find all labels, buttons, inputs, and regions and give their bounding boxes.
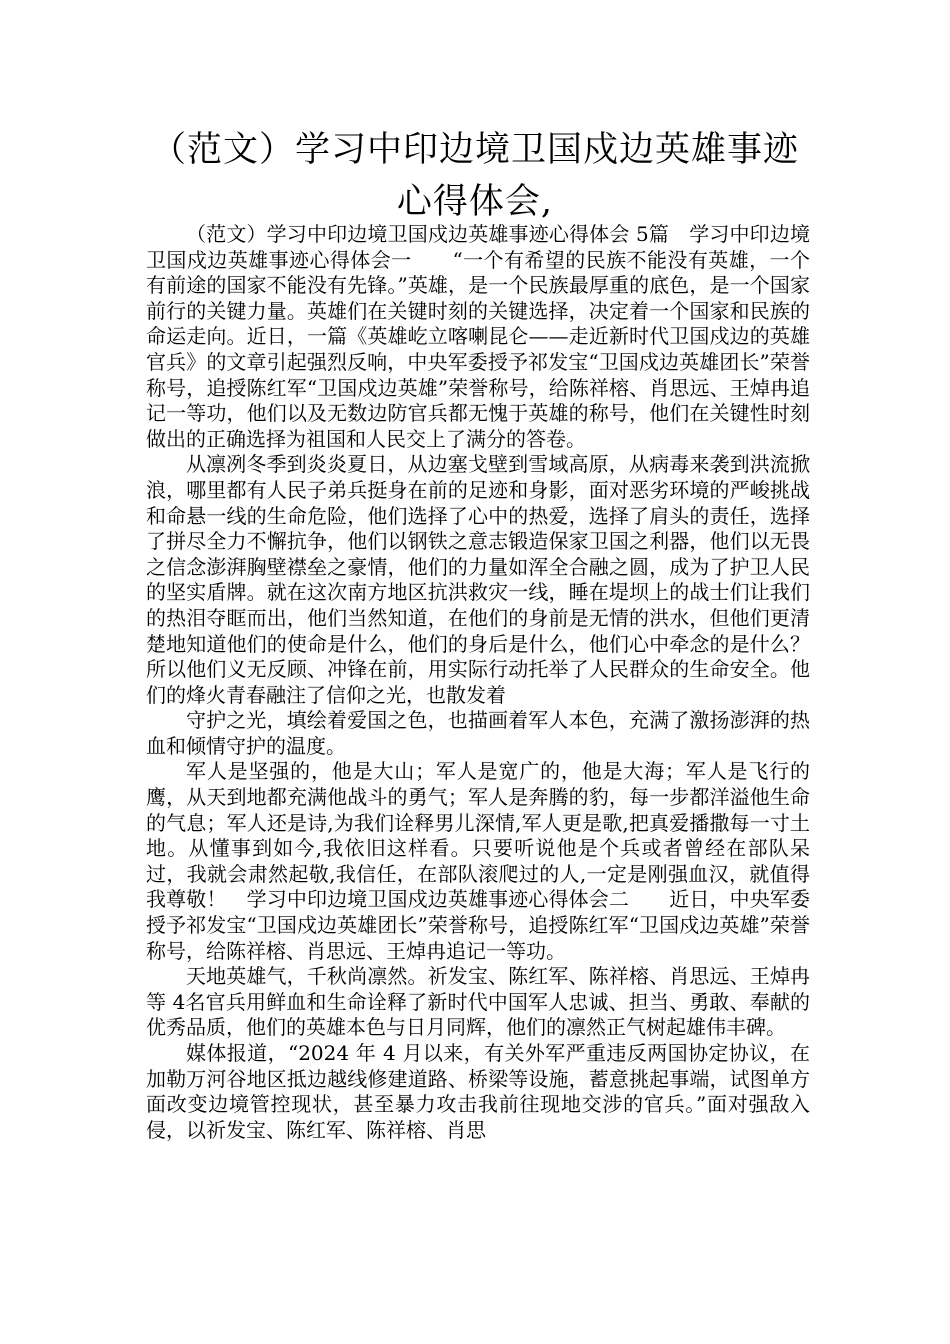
paragraph: 守护之光，填绘着爱国之色，也描画着军人本色，充满了激扬澎湃的热血和倾情守护的温度。 bbox=[146, 708, 810, 758]
paragraph: 天地英雄气，千秋尚凛然。祈发宝、陈红军、陈祥榕、肖思远、王焯冉等 4名官兵用鲜血和生命诠释了新时代中国军人忠诚、担当、勇敢、奉献的优秀品质，他们的英雄本色与日月同辉，他们的凛然正气树起雄伟丰碑。 bbox=[146, 964, 810, 1040]
title-line-2: 心得体会, bbox=[396, 182, 554, 222]
document-title bbox=[140, 124, 810, 228]
document-body bbox=[146, 222, 810, 1143]
title-line-1: （范文）学习中印边境卫国戍边英雄事迹 bbox=[150, 130, 799, 170]
paragraph: 媒体报道，“2024 年 4 月以来，有关外军严重违反两国协定协议，在加勒万河谷地区抵边越线修建道路、桥梁等设施，蓄意挑起事端，试图单方面改变边境管控现状，甚至暴力攻击我前往现地交涉的官兵。”面对强敌入侵，以祈发宝、陈红军、陈祥榕、肖思 bbox=[146, 1041, 810, 1142]
paragraph: （范文）学习中印边境卫国戍边英雄事迹心得体会 5篇 学习中印边境卫国戍边英雄事迹心得体会一 “一个有希望的民族不能没有英雄，一个有前途的国家不能没有先锋。”英雄，是一个民族最厚重的底色，是一个国家前行的关键力量。英雄们在关键时刻的关键选择，决定着一个国家和民族的命运走向。近日，一篇《英雄屹立喀喇昆仑——走近新时代卫国戍边的英雄官兵》的文章引起强烈反响，中央军委授予祁发宝“卫国戍边英雄团长”荣誉称号，追授陈红军“卫国戍边英雄”荣誉称号，给陈祥榕、肖思远、王焯冉追记一等功，他们以及无数边防官兵都无愧于英雄的称号，他们在关键性时刻做出的正确选择为祖国和人民交上了满分的答卷。 bbox=[146, 222, 810, 451]
paragraph: 军人是坚强的，他是大山；军人是宽广的，他是大海；军人是飞行的鹰，从天到地都充满他战斗的勇气；军人是奔腾的豹，每一步都洋溢他生命的气息；军人还是诗,为我们诠释男儿深情,军人更是歌,把真爱播撒每一寸土地。从懂事到如今,我依旧这样看。只要听说他是个兵或者曾经在部队呆过，我就会肃然起敬,我信任，在部队滚爬过的人,一定是刚强血汉，就值得我尊敬！ 学习中印边境卫国戍边英雄事迹心得体会二 近日，中央军委授予祁发宝“卫国戍边英雄团长”荣誉称号，追授陈红军“卫国戍边英雄”荣誉称号，给陈祥榕、肖思远、王焯冉追记一等功。 bbox=[146, 759, 810, 963]
paragraph: 从凛冽冬季到炎炎夏日，从边塞戈壁到雪域高原，从病毒来袭到洪流掀浪，哪里都有人民子弟兵挺身在前的足迹和身影，面对恶劣环境的严峻挑战和命悬一线的生命危险，他们选择了心中的热爱，选择了肩头的责任，选择了拼尽全力不懈抗争，他们以钢铁之意志锻造保家卫国之利器，他们以无畏之信念澎湃胸壁襟垒之豪情，他们的力量如浑全合融之圆，成为了护卫人民的坚实盾牌。就在这次南方地区抗洪救灾一线，睡在堤坝上的战士们让我们的热泪夺眶而出，他们当然知道，在他们的身前是无情的洪水，但他们更清楚地知道他们的使命是什么，他们的身后是什么，他们心中牵念的是什么？所以他们义无反顾、冲锋在前，用实际行动托举了人民群众的生命安全。他们的烽火青春融注了信仰之光，也散发着 bbox=[146, 452, 810, 707]
